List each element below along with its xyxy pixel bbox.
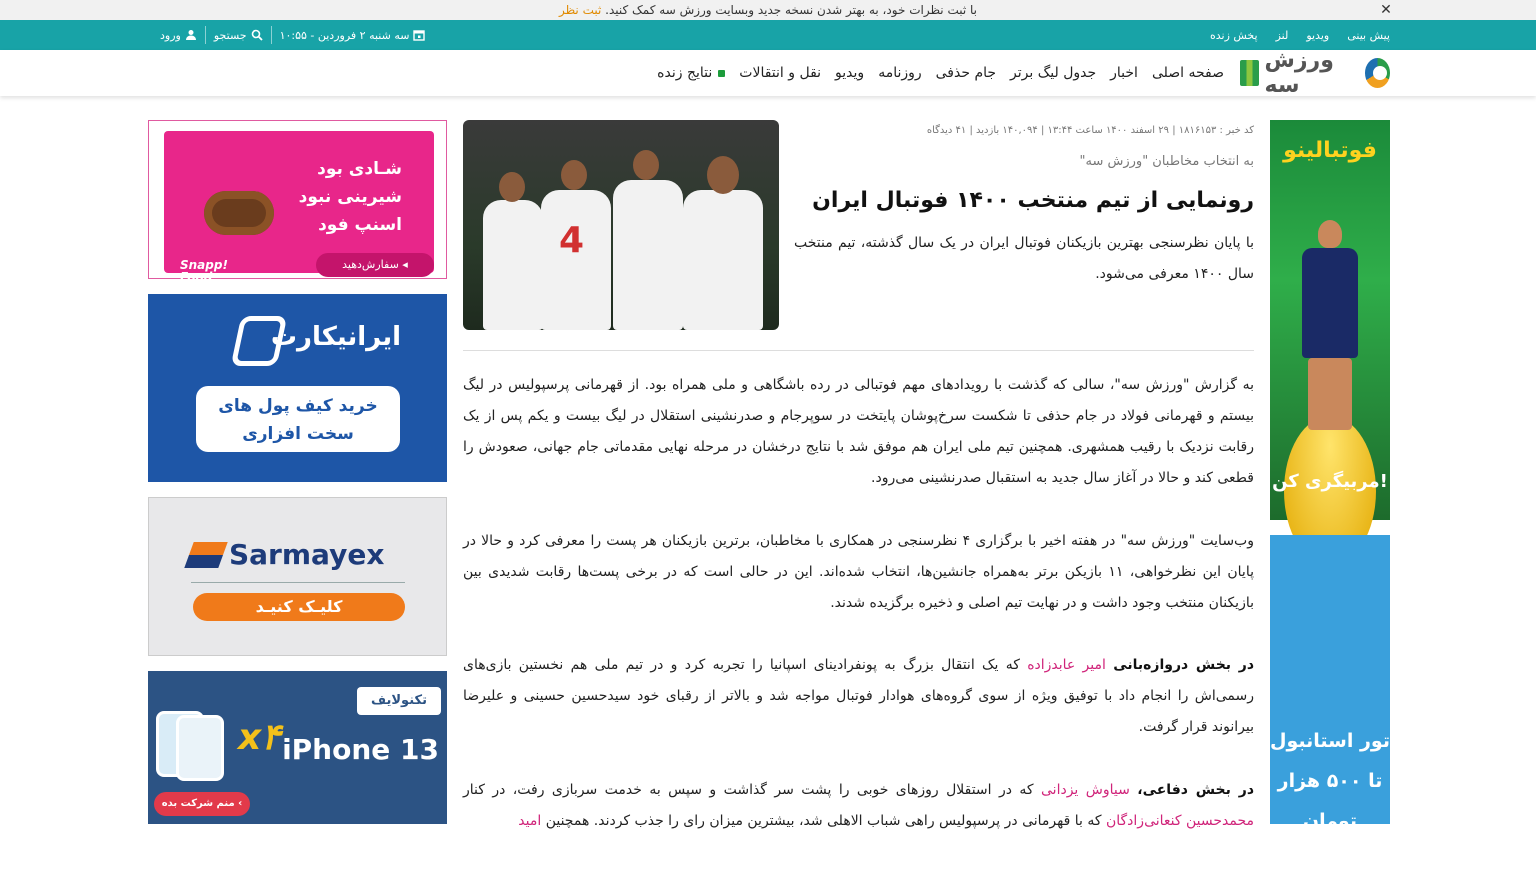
phone-graphic	[176, 715, 224, 781]
ad-snappfood-banner	[164, 131, 434, 284]
live-results-label: نتایج زنده	[657, 65, 713, 81]
ad-iranicard-name: ایرانیکارت	[270, 322, 401, 352]
top-link-video[interactable]: ویدیو	[1306, 28, 1330, 42]
section-lead: در بخش دروازه‌بانی	[1113, 657, 1255, 673]
ad-footbalino-brand: فوتبالینو	[1283, 138, 1377, 163]
ad-sarmayex-button: کلیـک کنیـد	[193, 593, 405, 621]
user-icon	[185, 29, 197, 41]
top-link-prediction[interactable]: پیش بینی	[1347, 28, 1390, 42]
top-tools	[152, 20, 433, 50]
logo-bars-icon	[1240, 60, 1259, 86]
sarmayex-logo-text: Sarmayex	[229, 538, 385, 571]
ad-x4-text: x۴	[238, 717, 281, 758]
search-label: جستجو	[213, 28, 247, 42]
article-paragraph: وب‌سایت "ورزش سه" در هفته اخیر با برگزاری ۴ نظرسنجی در همکاری با مخاطبان، برترین بازیکنان هر پست را معرفی کرد و حالا در پایان این نظرخواهی، ۱۱ بازیکن برتر به‌همراه جانشین‌ها، انتخاب شده‌اند. این در حالی است که در برخی پست‌ها رقابت شدیدی بین بازیکنان منتخب وجود داشت و در نهایت تیم اصلی و ذخیره برگزیده شدند.	[463, 533, 1254, 611]
ad-technolife-button: منم شرکت بده ‹	[154, 792, 250, 816]
ad-iranicard[interactable]	[148, 294, 447, 482]
date-text: سه شنبه ۲ فروردین - ۱۰:۵۵	[279, 28, 410, 42]
player-link[interactable]: امید	[518, 813, 542, 829]
top-link-live[interactable]: پخش زنده	[1209, 28, 1258, 42]
search-icon	[251, 29, 263, 41]
site-logo[interactable]	[1240, 48, 1390, 98]
search-button[interactable]	[206, 26, 271, 44]
article-paragraph	[463, 650, 1254, 743]
sarmayex-mark-icon	[184, 542, 227, 568]
article-photo: 4	[463, 120, 779, 330]
ad-istanbul-tour[interactable]	[1270, 535, 1390, 872]
ad-snappfood-brand: Snapp! Food	[180, 258, 228, 284]
date-display	[272, 26, 434, 44]
feedback-link[interactable]: ثبت نظر	[558, 3, 602, 17]
article-paragraph	[463, 775, 1254, 837]
login-button[interactable]	[152, 26, 205, 44]
feedback-notice-bar	[0, 0, 1536, 20]
section-lead: در بخش دفاعی،	[1137, 782, 1254, 798]
nav-item-cup[interactable]: جام حذفی	[935, 65, 997, 81]
nav-item-league-table[interactable]: جدول لیگ برتر	[1010, 65, 1097, 81]
ad-istanbul-text: تور استانبول تا ۵۰۰ هزار تومان تخفیف	[1270, 730, 1390, 872]
top-bar	[0, 20, 1536, 50]
ad-snappfood-text: شـادی بود شیرینی نبود اسنپ فود	[298, 159, 402, 235]
nav-item-transfers[interactable]: نقل و انتقالات	[739, 65, 822, 81]
paragraph-text: که با قهرمانی در پرسپولیس راهی شباب الاهلی شد، بیشترین میزان رای را جذب کردند. همچنین	[545, 813, 1102, 829]
ad-footbalino-cta: مربیگری کن!	[1272, 471, 1388, 492]
login-label: ورود	[160, 28, 181, 42]
player-link[interactable]: امیر عابدزاده	[1027, 657, 1106, 673]
main-navigation	[0, 50, 1536, 96]
nav-item-live-results[interactable]	[657, 65, 725, 81]
paragraph-text: که در استقلال روزهای خوبی را پشت سر گذاشت و سپس به خدمت سربازی رفت، در کنار	[463, 782, 1034, 798]
article-meta: کد خبر : ۱۸۱۶۱۵۳ | ۲۹ اسفند ۱۴۰۰ ساعت ۱۳:۴۴ | ۱۴۰,۰۹۴ بازدید | ۴۱ دیدگاه	[926, 125, 1254, 136]
ad-sarmayex[interactable]	[148, 497, 447, 656]
article-subtitle: به انتخاب مخاطبان "ورزش سه"	[1079, 154, 1254, 169]
logo-mark-icon	[1365, 58, 1390, 88]
player-graphic	[1298, 220, 1362, 430]
divider	[191, 582, 405, 583]
player-link[interactable]: سیاوش یزدانی	[1041, 782, 1130, 798]
calendar-icon	[413, 29, 425, 41]
ad-iranicard-box: خرید کیف پول های سخت افزاری	[196, 386, 400, 452]
article-lead: با پایان نظرسنجی بهترین بازیکنان فوتبال ایران در یک سال گذشته، تیم منتخب سال ۱۴۰۰ معرفی می‌شود.	[794, 235, 1254, 282]
player-link[interactable]: محمدحسین کنعانی‌زادگان	[1105, 813, 1254, 829]
nav-item-home[interactable]: صفحه اصلی	[1151, 65, 1224, 81]
nav-item-news[interactable]: اخبار	[1110, 65, 1138, 81]
ad-footbalino[interactable]	[1270, 120, 1390, 520]
sarmayex-logo	[189, 538, 384, 571]
notice-text: با ثبت نظرات خود، به بهتر شدن نسخه جدید وبسایت ورزش سه کمک کنید.	[605, 3, 978, 17]
close-icon[interactable]: ✕	[1380, 2, 1392, 18]
ad-technolife[interactable]	[148, 671, 447, 824]
ad-iphone-model: iPhone 13	[282, 733, 439, 766]
live-dot-icon	[718, 70, 725, 77]
nav-menu	[657, 50, 1224, 96]
top-links	[1210, 20, 1390, 50]
nav-item-newspaper[interactable]: روزنامه	[878, 65, 922, 81]
technolife-logo: تکنولایف	[357, 687, 441, 715]
top-link-lens[interactable]: لنز	[1275, 28, 1289, 42]
article-paragraph: به گزارش "ورزش سه"، سالی که گذشت با رویدادهای مهم فوتبالی در رده باشگاهی و ملی همراه بود. از قهرمانی پرسپولیس در لیگ بیستم و قهرمانی فولاد در جام حذفی تا شکست سرخ‌پوشان پایتخت در سوپرجام و صدرنشینی استقلال در لیگ بیست و یکم پس از یک رقابت نزدیک با رقیب همشهری. همچنین تیم ملی ایران هم موفق شد با نتایج درخشان در مرحله نهایی مقدماتی جام جهانی، صعودش را قطعی کند و حالا در آغاز سال جدید به استقبال صدرنشینی می‌رود.	[463, 377, 1254, 486]
nav-item-video[interactable]: ویدیو	[835, 65, 865, 81]
article-title: رونمایی از تیم منتخب ۱۴۰۰ فوتبال ایران	[812, 188, 1254, 213]
ad-snappfood-order-button: سفارش‌دهید ◂	[316, 253, 434, 277]
divider	[463, 350, 1254, 351]
cake-graphic	[204, 191, 274, 235]
ad-snappfood[interactable]	[148, 120, 447, 284]
paragraph-text: که یک انتقال بزرگ به پونفرادینای اسپانیا را تجربه کرد و در تیم ملی هم نخستین بازی‌های رسمی‌اش را انجام داد با توفیق ویژه از سوی گروه‌های هوادار فوتبال مواجه شد و بالاتر از رقبای خود سیدحسین حسینی و علیرضا بیرانوند قرار گرفت.	[463, 657, 1254, 735]
logo-text: ورزش سه	[1264, 48, 1334, 98]
